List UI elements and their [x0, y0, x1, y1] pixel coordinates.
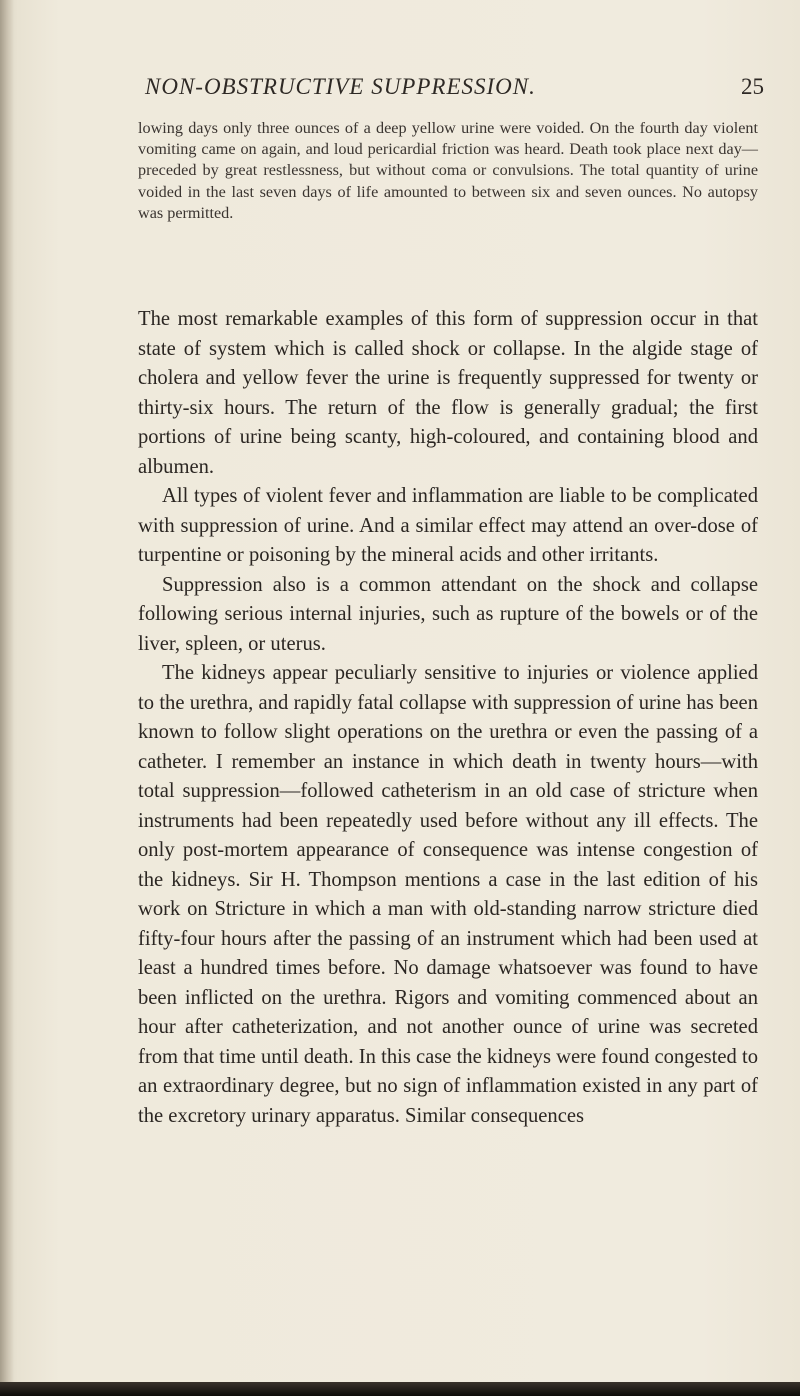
intro-paragraph: lowing days only three ounces of a deep yellow urine were voided. On the fourth day violent vomiting came on again, and loud pericardial friction was heard. Death took place next day—preceded by great restlessness, but without coma or convulsions. The total quantity of urine voided in the last seven days of life amounted to between six and seven ounces. No autopsy was permitted.: [138, 119, 758, 222]
page-number: 25: [741, 74, 764, 99]
paragraph-fever-inflammation: All types of violent fever and inflammation are liable to be complicated with suppression of urine. And a similar effect may attend an over-dose of turpentine or poisoning by the mineral acids and other irritants.: [138, 485, 758, 566]
page-bottom-edge: [0, 1382, 800, 1396]
paragraph-shock-collapse: The most remarkable examples of this form of suppression occur in that state of system which is called shock or collapse. In the algide stage of cholera and yellow fever the urine is frequently suppressed for twenty or thirty-six hours. The return of the flow is generally gradual; the first portions of urine being scanty, high-coloured, and containing blood and albumen.: [138, 308, 758, 478]
running-head: NON-OBSTRUCTIVE SUPPRESSION.: [145, 74, 536, 99]
case-report-continuation: [138, 118, 758, 224]
page-header: [0, 74, 800, 104]
page-spine-shadow: [0, 0, 14, 1396]
paragraph-urethra-injuries: The kidneys appear peculiarly sensitive to injuries or violence applied to the urethra, and rapidly fatal collapse with suppression of urine has been known to follow slight operations on the urethra or even the passing of a catheter. I remember an instance in which death in twenty hours—with total suppression—followed catheterism in an old case of stricture when instruments had been repeatedly used before without any ill effects. The only post-mortem appearance of consequence was intense congestion of the kidneys. Sir H. Thompson mentions a case in the last edition of his work on Stricture in which a man with old-standing narrow stricture died fifty-four hours after the passing of an instrument which had been used at least a hundred times before. No damage whatsoever was found to have been inflicted on the urethra. Rigors and vomiting commenced about an hour after catheterization, and not another ounce of urine was secreted from that time until death. In this case the kidneys were found congested to an extraordinary degree, but no sign of inflammation existed in any part of the excretory urinary apparatus. Similar consequences: [138, 662, 758, 1127]
main-text: [138, 305, 758, 1131]
paragraph-internal-injuries: Suppression also is a common attendant on the shock and collapse following serious internal injuries, such as rupture of the bowels or of the liver, spleen, or uterus.: [138, 573, 758, 655]
